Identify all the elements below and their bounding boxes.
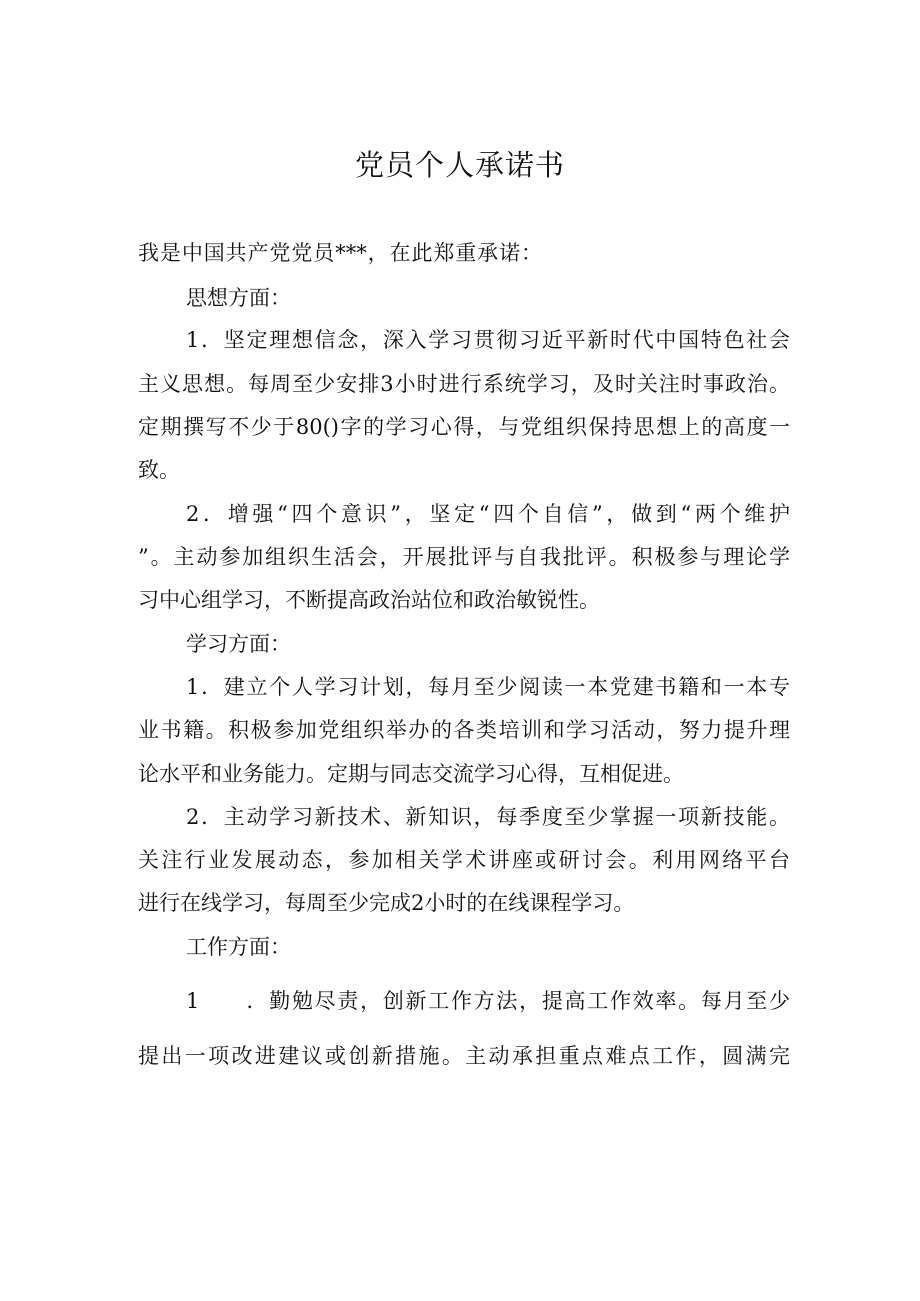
paragraph-line: 关注行业发展动态，参加相关学术讲座或研讨会。利用网络平台 [138, 848, 790, 872]
paragraph-line: 1．建立个人学习计划，每月至少阅读一本党建书籍和一本专 [186, 675, 790, 699]
paragraph-line: 进行在线学习，每周至少完成2小时的在线课程学习。 [138, 891, 635, 915]
paragraph-line: 论水平和业务能力。定期与同志交流学习心得，互相促进。 [138, 762, 684, 786]
document-title: 党员个人承诺书 [354, 148, 565, 182]
section-heading-work: 工作方面： [186, 935, 291, 959]
paragraph-line: 2．主动学习新技术、新知识，每季度至少掌握一项新技能。 [186, 805, 790, 829]
paragraph-line: 提出一项改进建议或创新措施。主动承担重点难点工作，圆满完 [138, 1044, 790, 1068]
paragraph-line: 1．坚定理想信念，深入学习贯彻习近平新时代中国特色社会 [186, 328, 790, 352]
paragraph-line: 定期撰写不少于80()字的学习心得，与党组织保持思想上的高度一 [138, 415, 790, 439]
paragraph-line: 1 ．勤勉尽责，创新工作方法，提高工作效率。每月至少 [186, 989, 790, 1013]
intro-line: 我是中国共产党党员***，在此郑重承诺： [138, 241, 542, 265]
paragraph-line: ”。主动参加组织生活会，开展批评与自我批评。积极参与理论学 [138, 545, 790, 569]
paragraph-line: 主义思想。每周至少安排3小时进行系统学习，及时关注时事政治。 [138, 372, 790, 396]
paragraph-line: 致。 [138, 458, 180, 482]
paragraph-line: 习中心组学习，不断提高政治站位和政治敏锐性。 [138, 588, 600, 612]
paragraph-line: 业书籍。积极参加党组织举办的各类培训和学习活动，努力提升理 [138, 718, 790, 742]
section-heading-ideology: 思想方面： [186, 286, 291, 310]
section-heading-study: 学习方面： [186, 632, 291, 656]
paragraph-line: 2．增强“四个意识”，坚定“四个自信”，做到“两个维护 [186, 502, 790, 526]
